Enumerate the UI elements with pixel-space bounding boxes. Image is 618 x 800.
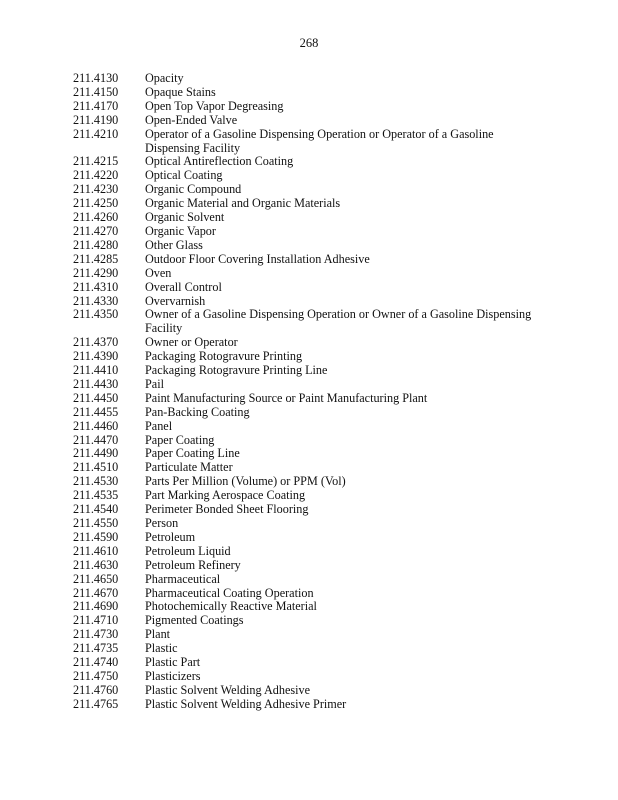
defined-term: Opacity bbox=[145, 71, 184, 85]
section-number: 211.4765 bbox=[73, 696, 119, 711]
definition-entry bbox=[73, 628, 543, 642]
section-number: 211.4490 bbox=[73, 446, 119, 461]
defined-term: Plastic bbox=[145, 641, 178, 656]
definition-entry bbox=[73, 295, 543, 309]
defined-term: Organic Compound bbox=[145, 182, 242, 197]
definition-entry bbox=[73, 587, 543, 601]
section-number: 211.4455 bbox=[73, 404, 119, 419]
definition-entry bbox=[73, 531, 543, 545]
definition-entry bbox=[73, 239, 543, 253]
definition-entry bbox=[73, 698, 543, 712]
section-number: 211.4230 bbox=[73, 182, 119, 197]
section-number: 211.4610 bbox=[73, 543, 119, 558]
definition-entry bbox=[73, 656, 543, 670]
definition-entry bbox=[73, 420, 543, 434]
section-number: 211.4450 bbox=[73, 390, 119, 405]
section-number: 211.4730 bbox=[73, 627, 119, 642]
defined-term: Petroleum bbox=[145, 529, 196, 544]
section-number: 211.4760 bbox=[73, 682, 119, 697]
section-number: 211.4350 bbox=[73, 307, 119, 322]
section-number: 211.4280 bbox=[73, 237, 119, 252]
section-number: 211.4220 bbox=[73, 168, 119, 183]
defined-term: Part Marking Aerospace Coating bbox=[145, 488, 306, 503]
defined-term: Organic Vapor bbox=[145, 223, 216, 238]
page-number: 268 bbox=[299, 36, 319, 50]
defined-term: Open Top Vapor Degreasing bbox=[145, 98, 284, 113]
definition-entry bbox=[73, 281, 543, 295]
defined-term: Paint Manufacturing Source or Paint Manufacturing Plant bbox=[145, 390, 428, 405]
defined-term: Packaging Rotogravure Printing bbox=[145, 349, 303, 364]
section-number: 211.4310 bbox=[73, 279, 119, 294]
definition-entry bbox=[73, 406, 543, 420]
definition-entry bbox=[73, 573, 543, 587]
section-number: 211.4330 bbox=[73, 293, 119, 308]
defined-term: Oven bbox=[145, 265, 172, 280]
section-number: 211.4210 bbox=[73, 126, 119, 141]
section-number: 211.4215 bbox=[73, 154, 119, 169]
defined-term: Plastic Part bbox=[145, 655, 201, 670]
defined-term: Plastic Solvent Welding Adhesive bbox=[145, 682, 311, 697]
defined-term: Paper Coating bbox=[145, 432, 215, 447]
defined-term: Photochemically Reactive Material bbox=[145, 599, 317, 614]
definition-entry bbox=[73, 434, 543, 448]
definition-entry bbox=[73, 559, 543, 573]
section-number: 211.4735 bbox=[73, 641, 119, 656]
section-number: 211.4130 bbox=[73, 71, 119, 85]
defined-term: Open-Ended Valve bbox=[145, 112, 238, 127]
section-number: 211.4535 bbox=[73, 488, 119, 503]
definition-entry bbox=[73, 503, 543, 517]
defined-term: Panel bbox=[145, 418, 173, 433]
definition-entry bbox=[73, 670, 543, 684]
definition-entry bbox=[73, 350, 543, 364]
defined-term: Owner of a Gasoline Dispensing Operation or Owner of a Gasoline Dispensing Facility bbox=[145, 307, 532, 336]
section-number: 211.4390 bbox=[73, 349, 119, 364]
definition-entry bbox=[73, 545, 543, 559]
definition-entry bbox=[73, 364, 543, 378]
defined-term: Plastic Solvent Welding Adhesive Primer bbox=[145, 696, 347, 711]
defined-term: Pigmented Coatings bbox=[145, 613, 244, 628]
defined-term: Organic Material and Organic Materials bbox=[145, 196, 341, 211]
definition-entry bbox=[73, 86, 543, 100]
defined-term: Pharmaceutical bbox=[145, 571, 221, 586]
defined-term: Perimeter Bonded Sheet Flooring bbox=[145, 502, 309, 517]
definition-entry bbox=[73, 225, 543, 239]
definition-entry bbox=[73, 183, 543, 197]
section-number: 211.4430 bbox=[73, 376, 119, 391]
definition-entry bbox=[73, 392, 543, 406]
definition-entry bbox=[73, 475, 543, 489]
defined-term: Plasticizers bbox=[145, 668, 201, 683]
section-number: 211.4690 bbox=[73, 599, 119, 614]
section-number: 211.4510 bbox=[73, 460, 119, 475]
definition-entry bbox=[73, 253, 543, 267]
defined-term: Pharmaceutical Coating Operation bbox=[145, 585, 314, 600]
defined-term: Outdoor Floor Covering Installation Adhesive bbox=[145, 251, 370, 266]
definition-entry bbox=[73, 100, 543, 114]
definition-entry bbox=[73, 684, 543, 698]
section-number: 211.4270 bbox=[73, 223, 119, 238]
defined-term: Optical Antireflection Coating bbox=[145, 154, 294, 169]
section-number: 211.4470 bbox=[73, 432, 119, 447]
section-number: 211.4190 bbox=[73, 112, 119, 127]
defined-term: Particulate Matter bbox=[145, 460, 233, 475]
definition-entry bbox=[73, 197, 543, 211]
section-number: 211.4630 bbox=[73, 557, 119, 572]
section-number: 211.4550 bbox=[73, 516, 119, 530]
defined-term: Plant bbox=[145, 627, 171, 642]
definition-entry bbox=[73, 489, 543, 503]
defined-term: Other Glass bbox=[145, 237, 203, 252]
section-number: 211.4530 bbox=[73, 474, 119, 489]
section-number: 211.4410 bbox=[73, 363, 119, 378]
defined-term: Petroleum Refinery bbox=[145, 557, 241, 572]
definition-entry bbox=[73, 155, 543, 169]
definition-entry bbox=[73, 461, 543, 475]
section-number: 211.4290 bbox=[73, 265, 119, 280]
defined-term: Packaging Rotogravure Printing Line bbox=[145, 363, 328, 378]
defined-term: Operator of a Gasoline Dispensing Operation or Operator of a Gasoline Dispensing Facility bbox=[145, 126, 494, 155]
definition-entry bbox=[73, 600, 543, 614]
section-number: 211.4670 bbox=[73, 585, 119, 600]
section-number: 211.4590 bbox=[73, 529, 119, 544]
section-number: 211.4285 bbox=[73, 251, 119, 266]
defined-term: Overvarnish bbox=[145, 293, 206, 308]
definition-entry bbox=[73, 378, 543, 392]
definition-entry bbox=[73, 517, 543, 531]
definition-entry bbox=[73, 72, 543, 86]
definition-entry bbox=[73, 114, 543, 128]
defined-term: Petroleum Liquid bbox=[145, 543, 231, 558]
section-number: 211.4370 bbox=[73, 335, 119, 350]
section-number: 211.4540 bbox=[73, 502, 119, 517]
definition-entry bbox=[73, 169, 543, 183]
section-number: 211.4150 bbox=[73, 84, 119, 99]
section-number: 211.4710 bbox=[73, 613, 119, 628]
definition-entry bbox=[73, 211, 543, 225]
definitions-list bbox=[73, 72, 543, 712]
section-number: 211.4460 bbox=[73, 418, 119, 433]
definition-entry bbox=[73, 336, 543, 350]
defined-term: Overall Control bbox=[145, 279, 222, 294]
section-number: 211.4260 bbox=[73, 210, 119, 225]
defined-term: Pan-Backing Coating bbox=[145, 404, 250, 419]
definition-entry bbox=[73, 614, 543, 628]
definition-entry bbox=[73, 308, 543, 336]
defined-term: Organic Solvent bbox=[145, 210, 225, 225]
section-number: 211.4750 bbox=[73, 668, 119, 683]
defined-term: Paper Coating Line bbox=[145, 446, 240, 461]
definition-entry bbox=[73, 267, 543, 281]
section-number: 211.4740 bbox=[73, 655, 119, 670]
defined-term: Parts Per Million (Volume) or PPM (Vol) bbox=[145, 474, 346, 489]
definition-entry bbox=[73, 128, 543, 156]
definition-entry bbox=[73, 447, 543, 461]
defined-term: Opaque Stains bbox=[145, 84, 216, 99]
defined-term: Optical Coating bbox=[145, 168, 223, 183]
defined-term: Owner or Operator bbox=[145, 335, 238, 350]
defined-term: Person bbox=[145, 516, 179, 530]
definition-entry bbox=[73, 642, 543, 656]
defined-term: Pail bbox=[145, 376, 164, 391]
section-number: 211.4250 bbox=[73, 196, 119, 211]
section-number: 211.4650 bbox=[73, 571, 119, 586]
section-number: 211.4170 bbox=[73, 98, 119, 113]
